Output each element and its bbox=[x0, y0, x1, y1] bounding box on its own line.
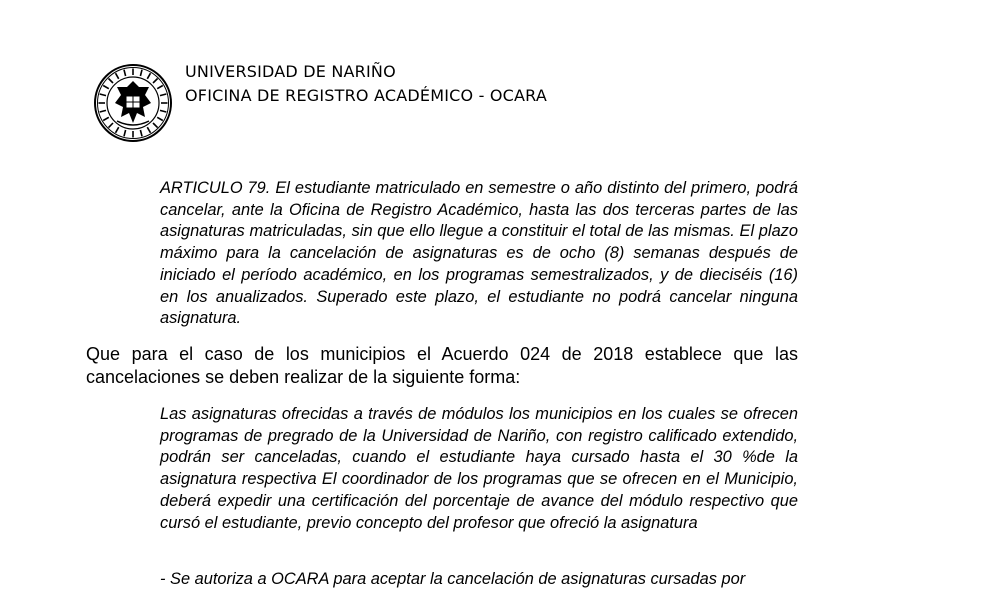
university-seal-icon bbox=[93, 63, 173, 143]
letterhead bbox=[93, 60, 793, 150]
institution-name: UNIVERSIDAD DE NARIÑO bbox=[185, 62, 396, 81]
body-paragraph: Que para el caso de los municipios el Acuerdo 024 de 2018 establece que las cancelaciones se deben realizar de la siguiente forma: bbox=[86, 344, 798, 387]
article-79-quote: ARTICULO 79. El estudiante matriculado en semestre o año distinto del primero, podrá cancelar, ante la Oficina de Registro Académico, hasta las dos terceras partes de las asignaturas matriculadas, sin que ello llegue a constituir el total de las mismas. El plazo máximo para la cancelación de asignaturas es de ocho (8) semanas después de iniciado el período académico, en los programas semestralizados, y de dieciséis (16) en los anualizados. Superado este plazo, el estudiante no podrá cancelar ninguna asignatura. bbox=[160, 179, 798, 328]
office-name: OFICINA DE REGISTRO ACADÉMICO - OCARA bbox=[185, 86, 547, 105]
municipal-cancellation-quote: Las asignaturas ofrecidas a través de módulos los municipios en los cuales se ofrecen programas de pregrado de la Universidad de Nariño, con registro calificado extendido, podrán ser canceladas, cuando el estudiante haya cursado hasta el 30 %de la asignatura respectiva El coordinador de los programas que se ofrecen en el Municipio, deberá expedir una certificación del porcentaje de avance del módulo respectivo que cursó el estudiante, previo concepto del profesor que ofreció la asignatura bbox=[160, 405, 798, 532]
truncated-list-item: - Se autoriza a OCARA para aceptar la cancelación de asignaturas cursadas por bbox=[160, 570, 746, 588]
